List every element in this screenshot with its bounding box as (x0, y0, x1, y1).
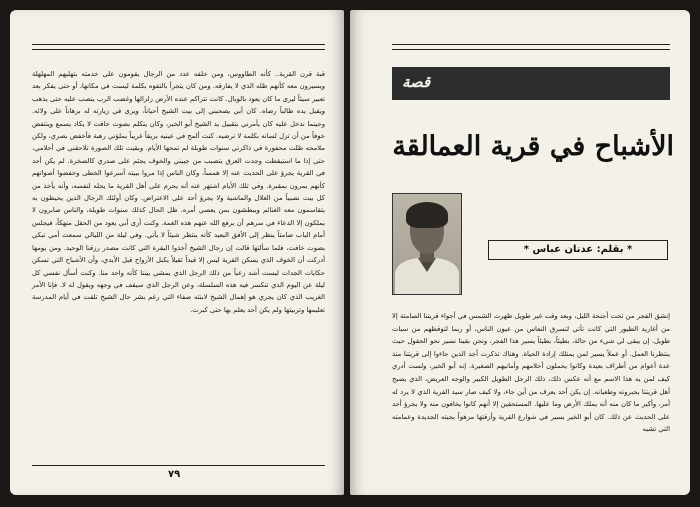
top-rule (32, 44, 325, 50)
bottom-rule (32, 465, 325, 466)
right-page (350, 10, 690, 495)
left-page (10, 10, 344, 495)
author-photo (392, 193, 462, 295)
author-byline: * بقلم: عدنان عباس * (488, 240, 668, 260)
page-number-left: ٧٩ (168, 469, 181, 480)
right-body-text: إنشق الفجر من تحت أجنحة الليل، وبعد وقت غير طويل ظهرت الشمس في أجواء قريتنا الصامتة إلا من أغاريد الطيور التي كانت تأتي لتسرق النعاس من عيون الناس، أو ربما لتوقظهم من سبات طويل. إن يبقى لي شيء من حالة، بطيئاً، بطيئاً يسير هذا الفجر، ونحن بقينا نسير نحو الحقول حيث ينتظرنا العمل. أو عملاً يسير لمن يمتلك إرادة الحياة. وهناك تذكرت أجد الذين جاءوا إلى قريتنا منذ عدة أعوام من أطراف بعيدة وكانوا يحملون أحلامهم وأمانيهم الصغيرة. إنه أبو الخير، ولست أدري كيف لمن يه هذا الاسم مع أنه عكس ذلك، ذلك الرجل الطويل الكبير والوجه العريض، الذي يصبح أهل قريتنا بجبروته وطغيانه. إن يكن أحد يعرف من أين جاء، ولا كيف صار سيد القرية الذي لا يرد له أمر، وأكبر ما كان منه أنه يملك الأرض وما عليها. المستحقين إلا أنهم كانوا يخافون منه ولا يجرؤ أحد على الحديث عن ذلك. كان أبو الخير يسير في شوارع القرية وأزقتها مزهواً بجبته الجديدة وعمامته التي تشبه (392, 312, 670, 434)
story-title: الأشباح في قرية العمالقة (392, 131, 674, 162)
section-label: قصة (402, 73, 431, 91)
section-banner (392, 67, 670, 100)
top-rule-right (392, 44, 670, 50)
left-body-text: قبة قرن القرية.. كأنه الطاووس، ومن خلفه عدد من الرجال يقومون على خدمته بتهليهم المهلهلة ويسيرون معه كأنهم ظله الذي لا يفارقه. ومن كان يتجرأ بالتفوه بكلمة ليست في مكانها، أو حتى يفكر بعد تعبير سيئاً ليرى ما كان يعود بالوبال. كانت تتراكم عنده الأرض زلزالها وغضب الرب ينصب عليه حتى يذهب ويقبل يده طالباً رضاه. كان أبي يصحبني إلى بيت الشيخ أحياناً، ويرى في زيارته له برهاناً على ولائه. وحينما ندخل عليه كان يأمرني بتقبيل يد الشيخ أبو الخير، وكان يتكلم بصوت خافت لا يكاد يسمع وينتفض خوفاً من أن تزل لسانه بكلمة لا ترضيه. كنت ألمح في عينيه بريقاً غريباً يملؤني رهبة فأخفض بصري، ولكن ملامحه ظلت محفورة في ذاكرتي سنوات طويلة لم تمحها الأيام. وبقيت تلك الصورة تلاحقني في أحلامي، حتى إذا ما استيقظت وجدت العرق يتصبب من جبيني والخوف يجثم على صدري كالصخرة. لم يكن أحد في القرية يجرؤ على الحديث عنه إلا همساً، وكان الناس إذا مروا ببيته أسرعوا الخطى وخفضوا أصواتهم كأنهم يمرون بمقبرة. وفي تلك الأيام اشتهر عنه أنه يحرم على أهل القرية ما يحله لنفسه، وأنه يأخذ من كل بيت نصيباً من الغلال والماشية ولا يجرؤ أحد على الاعتراض. وكان أولئك الرجال الذين يحيطون به يتقاسمون معه الغنائم ويبطشون بمن يعصي أمره. ظل الحال كذلك سنوات طويلة، والناس صابرون لا يملكون إلا الدعاء في سرهم أن يرفع الله عنهم هذه الغمة. وكنت أرى أبي يعود من الحقل منهكاً، فيجلس أمام الباب صامتاً ينظر إلى الأفق البعيد كأنه ينتظر شيئاً لا يأتي. وفي ليلة من الليالي سمعت أمي تبكي بصوت خافت، فلما سألتها قالت إن رجال الشيخ أخذوا البقرة التي كانت مصدر رزقنا الوحيد. ومن يومها أدركت أن الخوف الذي يسكن القرية ليس إلا قيداً ثقيلاً يكبل الأرواح قبل الأيدي، وأن الأشباح التي تسكن حكايات الجدات ليست أشد رعباً من ذلك الرجل الذي يمشي بيننا كأنه واحد منا. وكنت أسأل نفسي كل ليلة عن اليوم الذي تنكسر فيه هذه السلسلة، وعن الرجل الذي سيقف في وجهه ويقول له لا. فإنا الأمر الغريب الذي كان يجري هو إهمال الشيخ لابنته صفاء التي رغم بشر حال الشيخ تلقت في أيام المدرسة تعليمها وتربيتها ولم يكن أحد يعلم بها حتى كبرت. (32, 70, 325, 314)
